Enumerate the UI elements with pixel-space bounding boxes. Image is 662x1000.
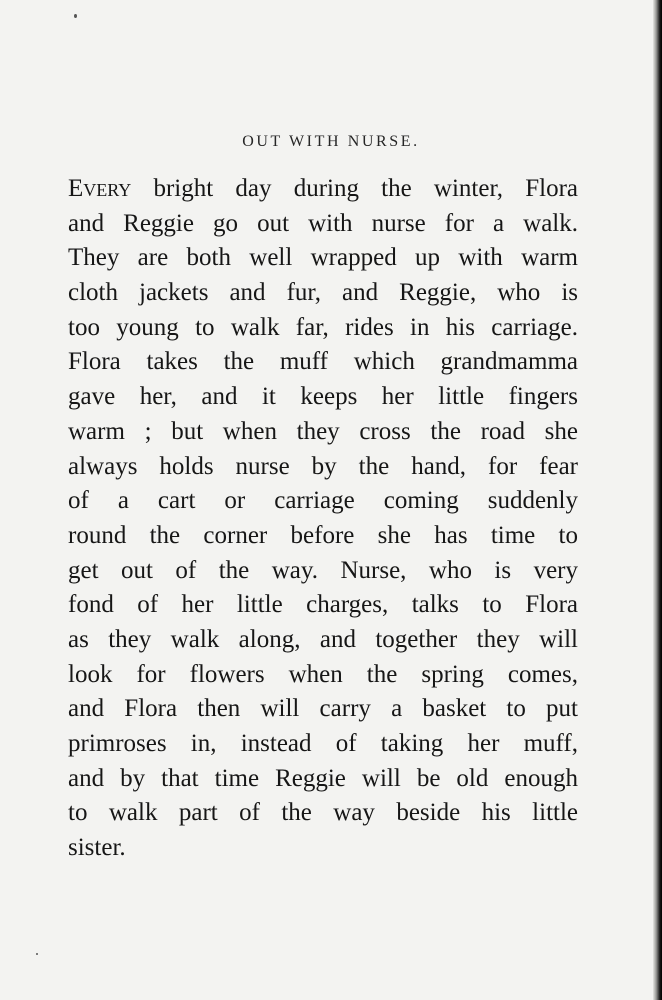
text-line: gave her, and it keeps her little fingers <box>68 383 578 411</box>
text-line: look for flowers when the spring comes, <box>68 660 578 688</box>
text-line: cloth jackets and fur, and Reggie, who is <box>68 279 578 307</box>
text-line: They are both well wrapped up with warm <box>68 244 578 272</box>
text-line: sister. <box>68 834 126 862</box>
text-line: and Reggie go out with nurse for a walk. <box>68 209 578 237</box>
text-line: warm ; but when they cross the road she <box>68 417 578 445</box>
text-line: always holds nurse by the hand, for fear <box>68 452 578 480</box>
text-line: primroses in, instead of taking her muff, <box>68 730 578 757</box>
text-line: round the corner before she has time to <box>68 521 578 549</box>
text-line: too young to walk far, rides in his carriage. <box>68 313 578 341</box>
text-line: as they walk along, and together they will <box>68 625 578 653</box>
ink-speck <box>74 14 77 18</box>
story-paragraph <box>68 170 578 864</box>
text-line: get out of the way. Nurse, who is very <box>68 556 578 584</box>
text-line: of a cart or carriage coming suddenly <box>68 487 578 515</box>
page-edge-shadow <box>653 0 662 1000</box>
page-title: OUT WITH NURSE. <box>242 133 420 150</box>
ink-speck <box>36 953 38 955</box>
text-line: and by that time Reggie will be old enough <box>68 764 578 792</box>
drop-word: Every <box>68 175 132 202</box>
text-line: and Flora then will carry a basket to put <box>68 695 578 723</box>
text-line: to walk part of the way beside his little <box>68 799 578 827</box>
text-line: Flora takes the muff which grandmamma <box>68 348 578 376</box>
text-line: fond of her little charges, talks to Flora <box>68 591 578 619</box>
text-line: Every bright day during the winter, Flora <box>68 175 578 202</box>
